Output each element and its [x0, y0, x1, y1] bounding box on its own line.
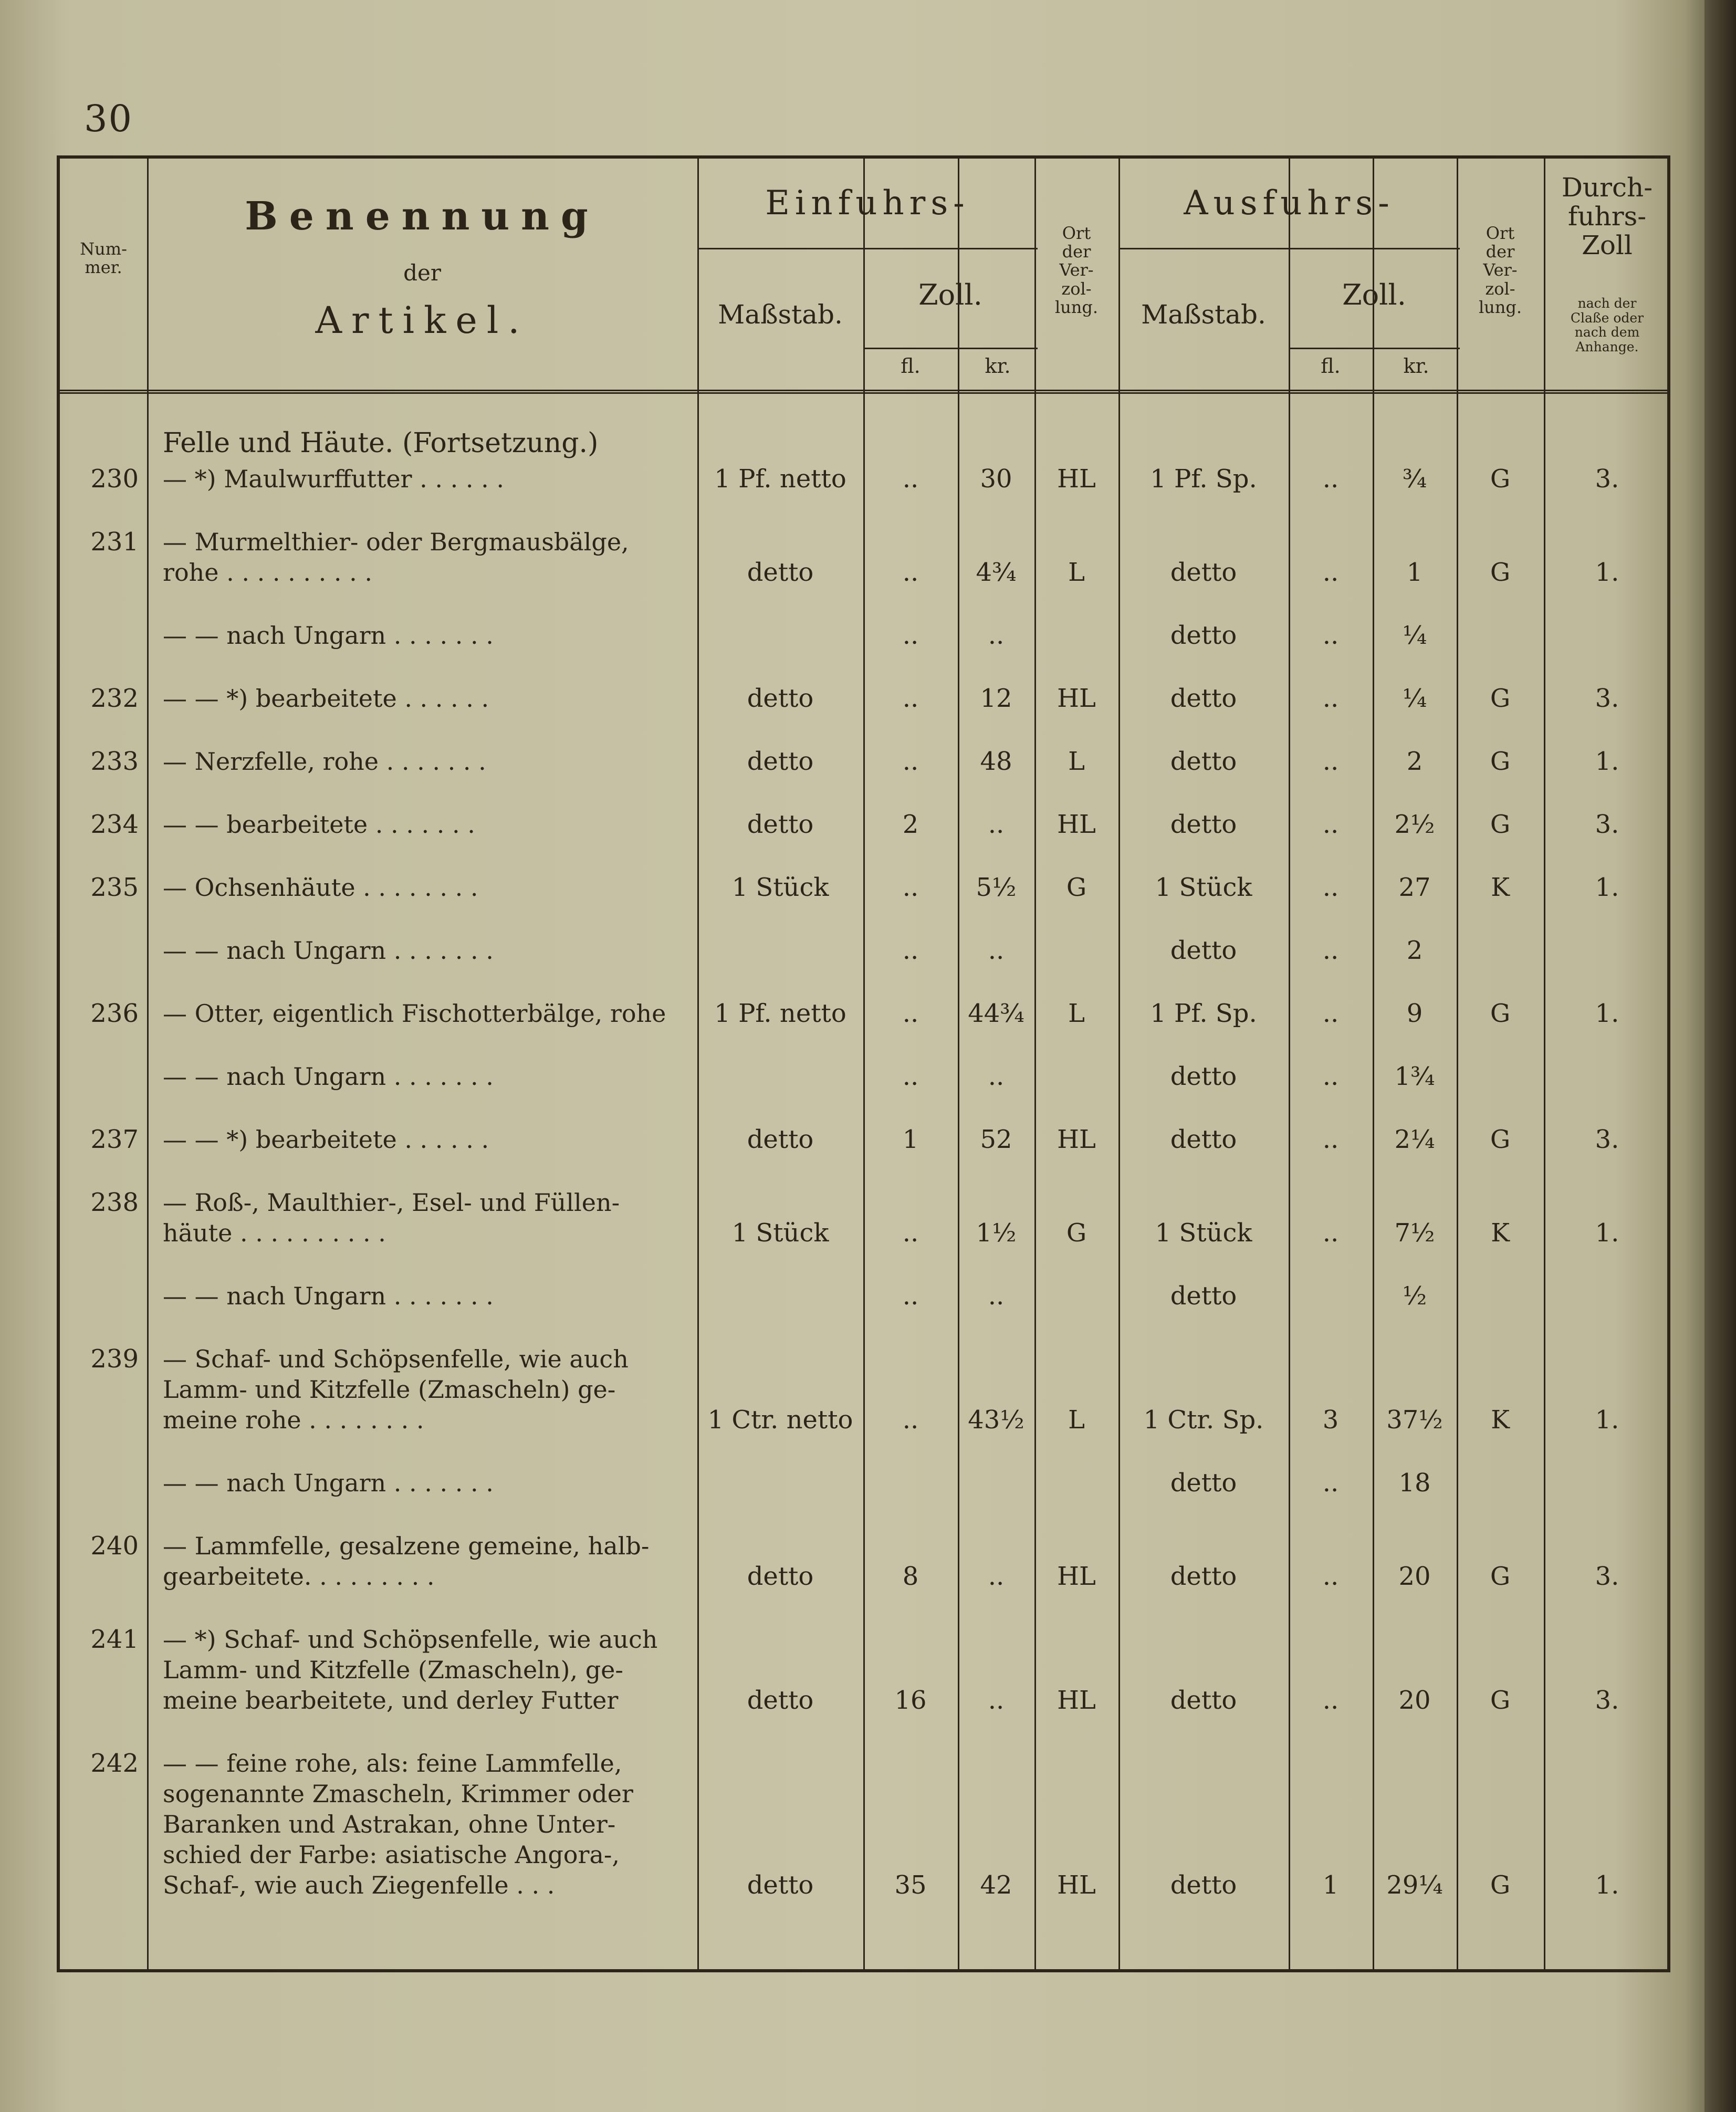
article-text: meine rohe . . . . . . . . — [163, 1406, 424, 1434]
cell-a-mass: detto — [1170, 1468, 1237, 1498]
cell-a-mass: 1 Stück — [1155, 873, 1252, 902]
article-text: meine bearbeitete, und derley Futter — [163, 1686, 619, 1714]
cell-a-fl: .. — [1322, 873, 1339, 902]
cell-e-kr: 52 — [980, 1125, 1012, 1154]
cell-a-fl: .. — [1322, 936, 1339, 965]
cell-e-kr: 1½ — [976, 1218, 1017, 1248]
cell-e-ort: L — [1068, 1405, 1085, 1435]
cell-e-ort: HL — [1057, 810, 1096, 839]
cell-a-mass: detto — [1170, 621, 1237, 650]
cell-e-kr: .. — [988, 1562, 1005, 1591]
header-artikel: Artikel. — [315, 299, 529, 342]
header-ausfuhr-massstab: Maßstab. — [1141, 299, 1266, 330]
cell-a-kr: 37½ — [1386, 1405, 1443, 1435]
col-divider — [147, 159, 149, 1969]
header-einfuhr-kr: kr. — [985, 354, 1011, 378]
cell-a-mass: detto — [1170, 1062, 1237, 1091]
cell-a-mass: detto — [1170, 747, 1237, 776]
cell-e-fl: 1 — [902, 1125, 919, 1154]
cell-e-fl: .. — [902, 747, 919, 776]
article-text: — — nach Ungarn . . . . . . . — [163, 621, 494, 650]
cell-e-kr: .. — [988, 621, 1005, 650]
header-ausfuhr-fl: fl. — [1321, 354, 1341, 378]
cell-a-fl: .. — [1322, 684, 1339, 713]
tariff-table — [57, 155, 1670, 1972]
article-text: Baranken und Astrakan, ohne Unter- — [163, 1810, 616, 1838]
row-number: 240 — [90, 1531, 139, 1561]
cell-e-fl: .. — [902, 684, 919, 713]
cell-a-fl: 1 — [1322, 1870, 1339, 1900]
header-rule — [1289, 348, 1460, 349]
cell-e-fl: 2 — [902, 810, 919, 839]
cell-a-ort: G — [1490, 747, 1511, 776]
cell-e-mass: detto — [747, 1686, 814, 1715]
cell-a-fl: .. — [1322, 558, 1339, 587]
cell-durch: 3. — [1595, 1686, 1619, 1715]
cell-a-kr: ¼ — [1402, 684, 1427, 713]
row-number: 234 — [90, 810, 139, 839]
book-spine — [1704, 0, 1736, 2112]
cell-e-mass: 1 Ctr. netto — [707, 1405, 853, 1435]
cell-a-fl: .. — [1322, 1125, 1339, 1154]
cell-e-kr: 44¾ — [968, 999, 1024, 1028]
header-einfuhr-massstab: Maßstab. — [718, 299, 843, 330]
article-text: — — nach Ungarn . . . . . . . — [163, 1062, 494, 1091]
cell-a-ort: G — [1490, 464, 1511, 494]
cell-e-ort: HL — [1057, 1686, 1096, 1715]
cell-a-mass: 1 Pf. Sp. — [1150, 999, 1257, 1028]
header-einfuhr-fl: fl. — [901, 354, 921, 378]
cell-a-mass: detto — [1170, 936, 1237, 965]
header-durchfuhr-note: nach der Claße oder nach dem Anhange. — [1570, 296, 1644, 354]
cell-e-ort: HL — [1057, 1870, 1096, 1900]
cell-a-ort: G — [1490, 1686, 1511, 1715]
header-rule — [1118, 248, 1460, 249]
cell-e-fl: .. — [902, 873, 919, 902]
cell-a-fl: .. — [1322, 810, 1339, 839]
cell-e-kr: 43½ — [968, 1405, 1024, 1435]
article-text: Schaf-, wie auch Ziegenfelle . . . — [163, 1871, 555, 1899]
cell-e-fl: .. — [902, 1218, 919, 1248]
cell-e-mass: 1 Pf. netto — [714, 999, 846, 1028]
cell-durch: 3. — [1595, 464, 1619, 494]
header-ort-einfuhr: Ort der Ver- zol- lung. — [1054, 223, 1099, 317]
cell-a-mass: 1 Pf. Sp. — [1150, 464, 1257, 494]
header-ausfuhr: Ausfuhrs- — [1184, 184, 1395, 223]
article-text: häute . . . . . . . . . . — [163, 1219, 386, 1247]
cell-a-fl: .. — [1322, 747, 1339, 776]
cell-durch: 1. — [1595, 747, 1619, 776]
cell-e-fl: 16 — [894, 1686, 927, 1715]
cell-e-mass: detto — [747, 558, 814, 587]
cell-a-kr: 18 — [1398, 1468, 1431, 1498]
article-text: — — nach Ungarn . . . . . . . — [163, 1282, 494, 1310]
cell-e-fl: .. — [902, 558, 919, 587]
cell-e-fl: .. — [902, 1062, 919, 1091]
header-benennung: Benennung — [245, 194, 600, 239]
cell-a-kr: 1 — [1406, 558, 1423, 587]
article-text: — Murmelthier- oder Bergmausbälge, — [163, 528, 629, 556]
article-text: schied der Farbe: asiatische Angora-, — [163, 1841, 620, 1869]
cell-e-fl: .. — [902, 936, 919, 965]
article-text: Lamm- und Kitzfelle (Zmascheln), ge- — [163, 1656, 623, 1684]
cell-e-kr: .. — [988, 1062, 1005, 1091]
cell-a-kr: 20 — [1398, 1686, 1431, 1715]
cell-durch: 1. — [1595, 1870, 1619, 1900]
cell-durch: 1. — [1595, 1405, 1619, 1435]
cell-e-ort: HL — [1057, 1125, 1096, 1154]
cell-a-kr: 2 — [1406, 936, 1423, 965]
cell-e-mass: detto — [747, 810, 814, 839]
article-text: sogenannte Zmascheln, Krimmer oder — [163, 1780, 633, 1808]
cell-a-ort: G — [1490, 684, 1511, 713]
row-number: 237 — [90, 1125, 139, 1154]
cell-e-mass: 1 Stück — [731, 1218, 829, 1248]
cell-a-mass: detto — [1170, 684, 1237, 713]
cell-a-ort: K — [1491, 873, 1510, 902]
cell-durch: 1. — [1595, 1218, 1619, 1248]
cell-a-kr: 2 — [1406, 747, 1423, 776]
article-text: — — bearbeitete . . . . . . . — [163, 810, 475, 839]
cell-durch: 3. — [1595, 810, 1619, 839]
cell-e-ort: L — [1068, 558, 1085, 587]
cell-a-mass: detto — [1170, 1281, 1237, 1311]
article-text: — *) Schaf- und Schöpsenfelle, wie auch — [163, 1625, 658, 1654]
row-number: 235 — [90, 873, 139, 902]
article-text: gearbeitete. . . . . . . . . — [163, 1562, 435, 1591]
cell-a-mass: detto — [1170, 1870, 1237, 1900]
cell-a-mass: detto — [1170, 1686, 1237, 1715]
cell-a-ort: G — [1490, 1562, 1511, 1591]
article-text: — Roß-, Maulthier-, Esel- und Füllen- — [163, 1188, 620, 1217]
cell-durch: 3. — [1595, 1125, 1619, 1154]
article-text: — — feine rohe, als: feine Lammfelle, — [163, 1749, 622, 1778]
header-der: der — [403, 260, 441, 286]
header-einfuhr-zoll: Zoll. — [918, 278, 982, 311]
cell-e-ort: HL — [1057, 464, 1096, 494]
cell-a-ort: G — [1490, 810, 1511, 839]
cell-e-ort: L — [1068, 999, 1085, 1028]
header-durchfuhr: Durch- fuhrs- Zoll — [1561, 172, 1653, 260]
cell-e-kr: 48 — [980, 747, 1012, 776]
header-rule — [697, 248, 1038, 249]
cell-e-fl: 35 — [894, 1870, 927, 1900]
section-title: Felle und Häute. (Fortsetzung.) — [163, 427, 599, 459]
cell-a-kr: 29¼ — [1386, 1870, 1443, 1900]
cell-e-fl: .. — [902, 1405, 919, 1435]
cell-e-mass: detto — [747, 1125, 814, 1154]
cell-e-fl: .. — [902, 1281, 919, 1311]
cell-e-kr: 42 — [980, 1870, 1012, 1900]
row-number: 242 — [90, 1749, 139, 1778]
cell-e-mass: 1 Pf. netto — [714, 464, 846, 494]
cell-e-mass: detto — [747, 747, 814, 776]
cell-e-ort: HL — [1057, 1562, 1096, 1591]
cell-e-mass: detto — [747, 684, 814, 713]
cell-a-mass: detto — [1170, 1562, 1237, 1591]
cell-a-kr: 7½ — [1394, 1218, 1435, 1248]
header-bottom-rule — [60, 390, 1667, 394]
article-text: — *) Maulwurffutter . . . . . . — [163, 465, 504, 493]
cell-a-mass: detto — [1170, 810, 1237, 839]
cell-a-kr: 9 — [1406, 999, 1423, 1028]
cell-a-ort: G — [1490, 1870, 1511, 1900]
cell-durch: 3. — [1595, 1562, 1619, 1591]
cell-a-fl: .. — [1322, 1562, 1339, 1591]
cell-e-kr: 30 — [980, 464, 1012, 494]
cell-a-fl: .. — [1322, 621, 1339, 650]
header-rule — [863, 348, 1038, 349]
page-number: 30 — [84, 97, 133, 140]
row-number: 231 — [90, 527, 139, 557]
article-text: — Schaf- und Schöpsenfelle, wie auch — [163, 1345, 629, 1373]
row-number: 238 — [90, 1188, 139, 1217]
article-text: rohe . . . . . . . . . . — [163, 558, 372, 587]
cell-e-mass: detto — [747, 1562, 814, 1591]
article-text: — Otter, eigentlich Fischotterbälge, rohe — [163, 999, 666, 1028]
article-text: — — *) bearbeitete . . . . . . — [163, 684, 489, 713]
cell-e-ort: G — [1066, 1218, 1087, 1248]
header-ausfuhr-zoll: Zoll. — [1342, 278, 1406, 311]
cell-e-kr: 4¾ — [976, 558, 1017, 587]
cell-a-kr: 2½ — [1394, 810, 1435, 839]
cell-a-ort: K — [1491, 1218, 1510, 1248]
cell-e-kr: 12 — [980, 684, 1012, 713]
article-text: Lamm- und Kitzfelle (Zmascheln) ge- — [163, 1375, 616, 1404]
cell-e-kr: .. — [988, 810, 1005, 839]
row-number: 230 — [90, 464, 139, 494]
header-ort-ausfuhr: Ort der Ver- zol- lung. — [1478, 223, 1522, 317]
cell-a-kr: 20 — [1398, 1562, 1431, 1591]
cell-e-fl: 8 — [902, 1562, 919, 1591]
cell-e-kr: 5½ — [976, 873, 1017, 902]
cell-durch: 1. — [1595, 999, 1619, 1028]
cell-e-ort: G — [1066, 873, 1087, 902]
article-text: — — *) bearbeitete . . . . . . — [163, 1125, 489, 1154]
cell-a-kr: 1¾ — [1394, 1062, 1435, 1091]
cell-a-fl: .. — [1322, 999, 1339, 1028]
article-text: — Ochsenhäute . . . . . . . . — [163, 873, 478, 902]
cell-e-fl: .. — [902, 999, 919, 1028]
cell-e-kr: .. — [988, 936, 1005, 965]
cell-e-ort: HL — [1057, 684, 1096, 713]
header-ausfuhr-kr: kr. — [1403, 354, 1429, 378]
cell-a-mass: detto — [1170, 1125, 1237, 1154]
cell-a-ort: G — [1490, 558, 1511, 587]
cell-a-kr: 2¼ — [1394, 1125, 1435, 1154]
cell-e-mass: 1 Stück — [731, 873, 829, 902]
cell-a-ort: K — [1491, 1405, 1510, 1435]
article-text: — — nach Ungarn . . . . . . . — [163, 936, 494, 965]
article-text: — Nerzfelle, rohe . . . . . . . — [163, 747, 486, 776]
row-number: 239 — [90, 1344, 139, 1374]
cell-e-kr: .. — [988, 1281, 1005, 1311]
cell-e-fl: .. — [902, 621, 919, 650]
cell-a-kr: 27 — [1398, 873, 1431, 902]
cell-a-mass: 1 Stück — [1155, 1218, 1252, 1248]
cell-durch: 1. — [1595, 873, 1619, 902]
row-number: 233 — [90, 747, 139, 776]
cell-a-kr: ¼ — [1402, 621, 1427, 650]
row-number: 232 — [90, 684, 139, 713]
row-number: 236 — [90, 999, 139, 1028]
cell-a-mass: 1 Ctr. Sp. — [1143, 1405, 1264, 1435]
cell-e-kr: .. — [988, 1686, 1005, 1715]
cell-a-kr: ¾ — [1402, 464, 1427, 494]
cell-a-ort: G — [1490, 1125, 1511, 1154]
cell-a-fl: 3 — [1322, 1405, 1339, 1435]
cell-a-fl: .. — [1322, 1062, 1339, 1091]
article-text: — Lammfelle, gesalzene gemeine, halb- — [163, 1532, 650, 1560]
header-einfuhr: Einfuhrs- — [765, 184, 970, 223]
cell-e-fl: .. — [902, 464, 919, 494]
cell-durch: 1. — [1595, 558, 1619, 587]
cell-a-fl: .. — [1322, 1468, 1339, 1498]
cell-a-ort: G — [1490, 999, 1511, 1028]
cell-a-fl: .. — [1322, 1218, 1339, 1248]
header-nummer: Num- mer. — [80, 239, 127, 278]
cell-a-kr: ½ — [1402, 1281, 1427, 1311]
row-number: 241 — [90, 1625, 139, 1654]
cell-a-mass: detto — [1170, 558, 1237, 587]
cell-e-mass: detto — [747, 1870, 814, 1900]
cell-durch: 3. — [1595, 684, 1619, 713]
article-text: — — nach Ungarn . . . . . . . — [163, 1469, 494, 1497]
cell-a-fl: .. — [1322, 464, 1339, 494]
cell-a-fl: .. — [1322, 1686, 1339, 1715]
cell-e-ort: L — [1068, 747, 1085, 776]
